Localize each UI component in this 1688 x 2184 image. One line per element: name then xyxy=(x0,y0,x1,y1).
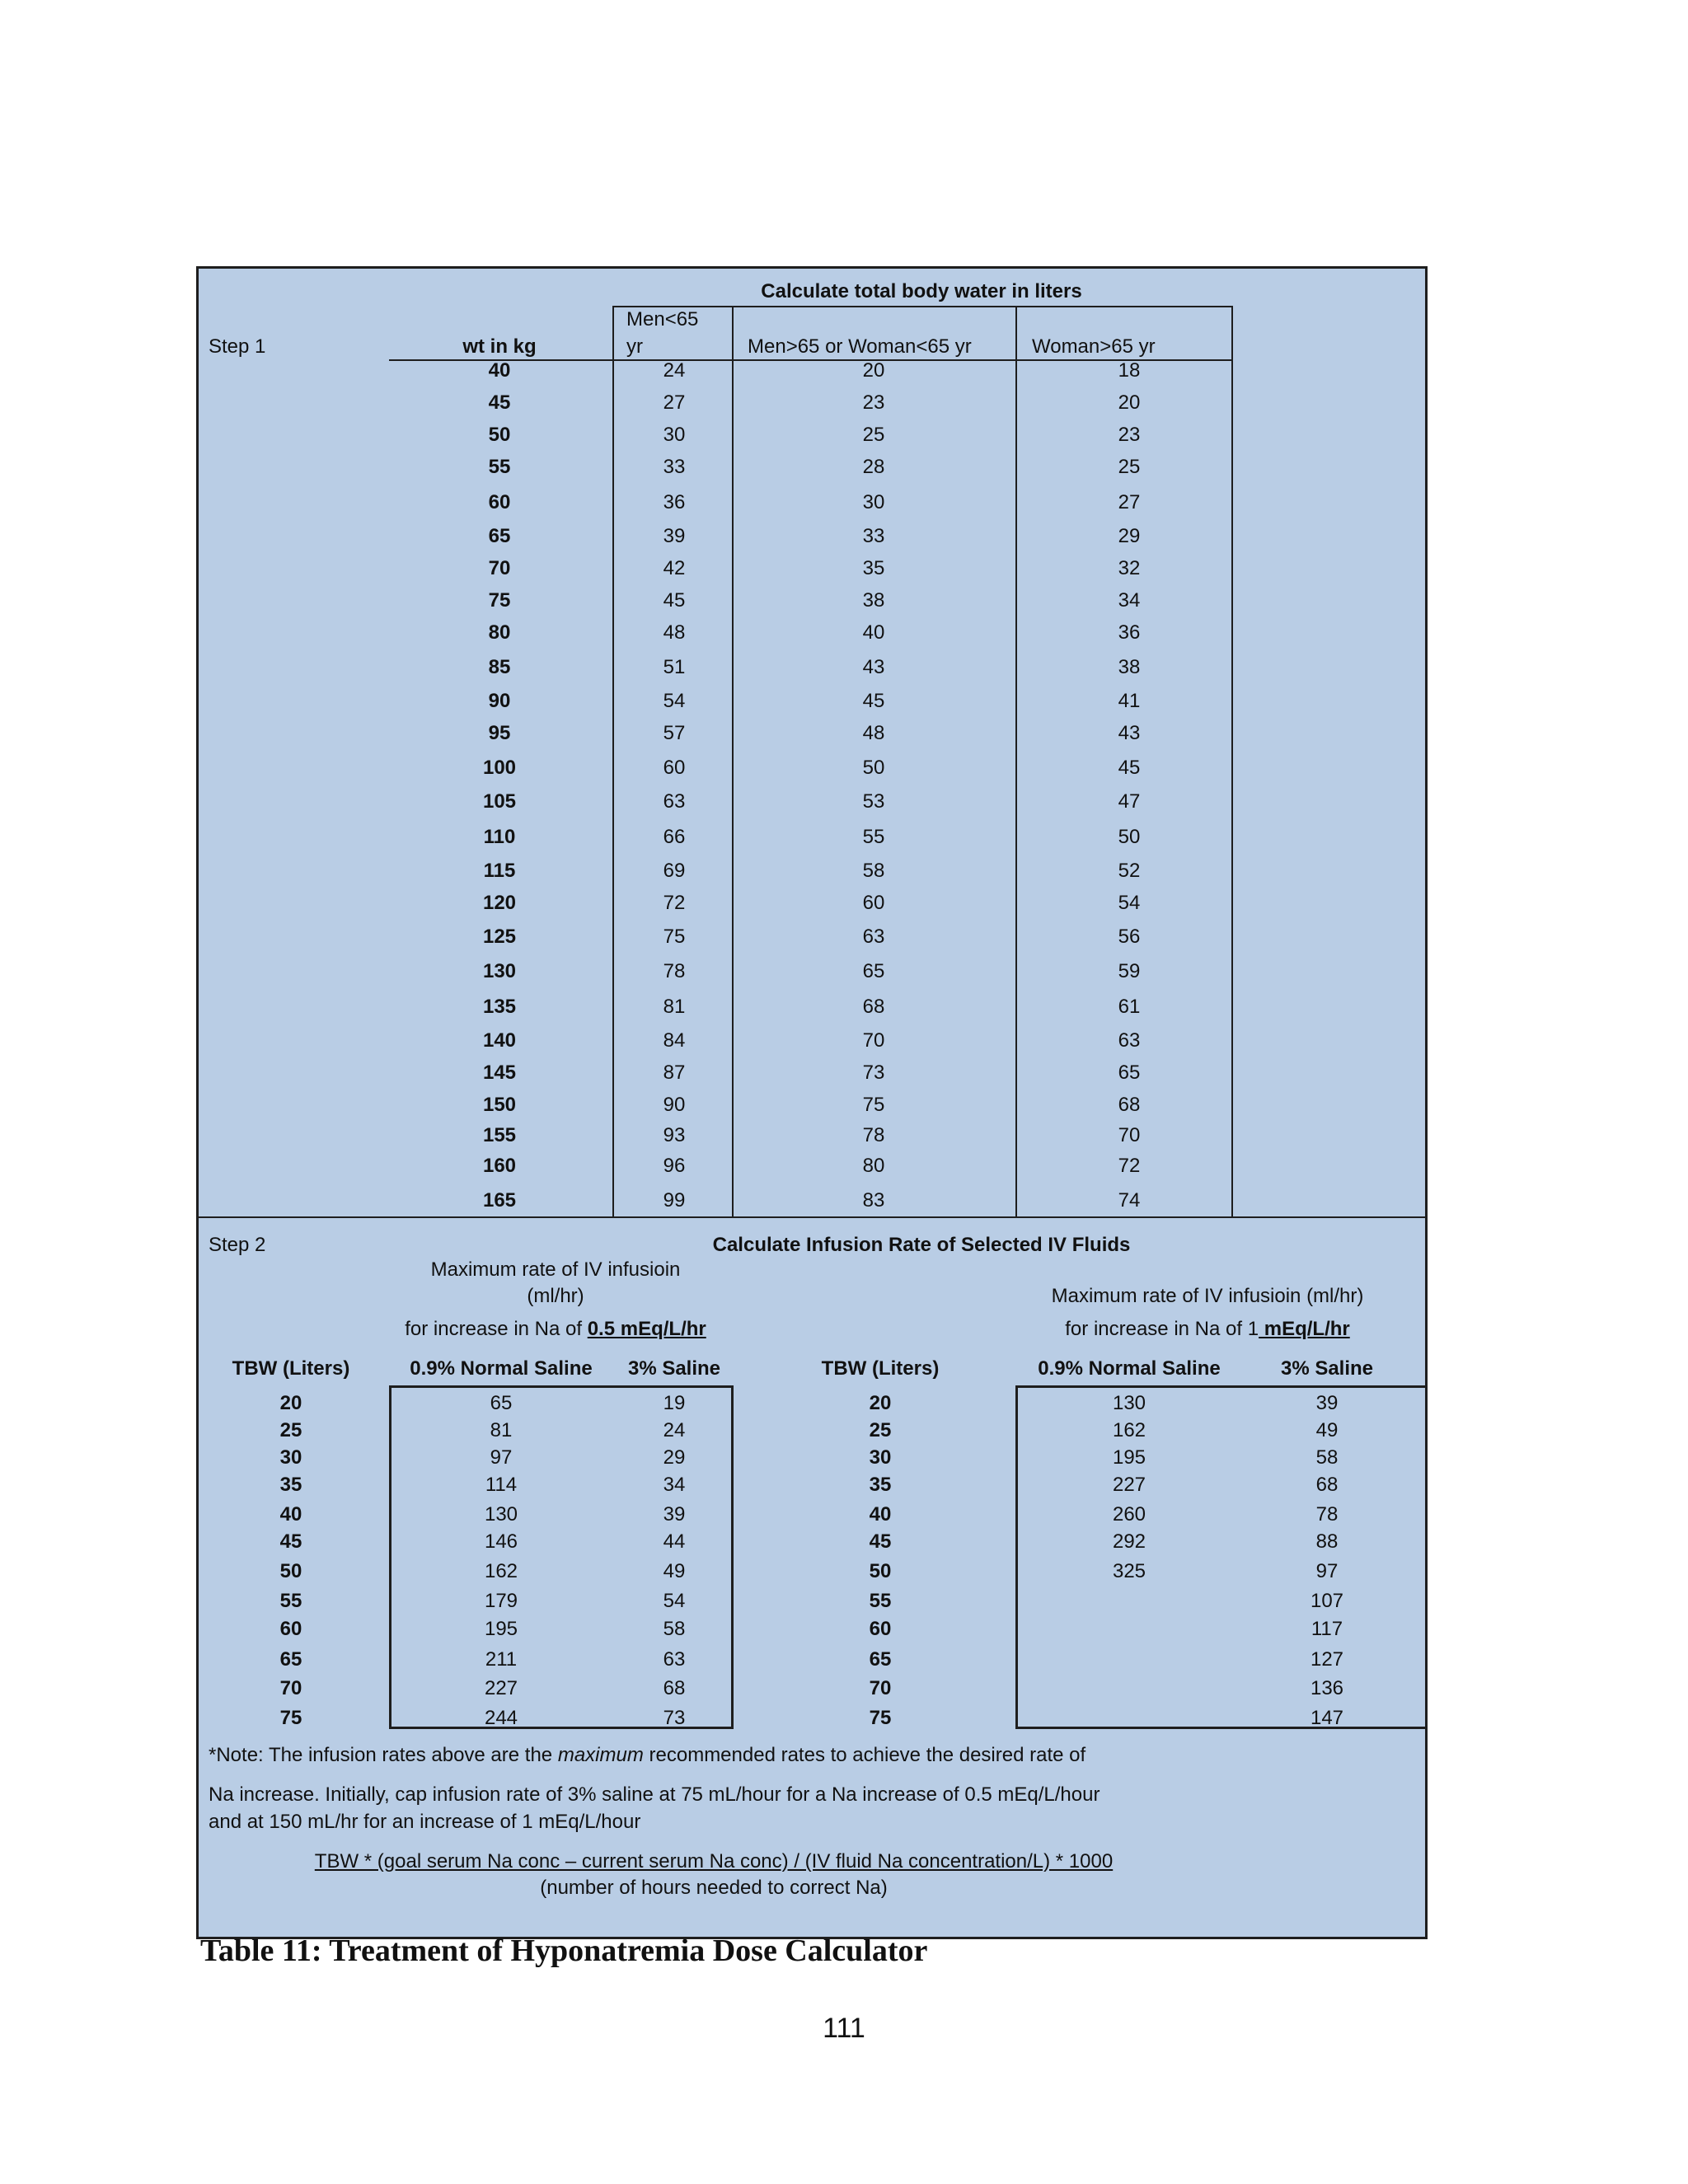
right-rate-cell-tbw: 20 xyxy=(869,1392,892,1414)
tbw-cell-women-gt65: 20 xyxy=(1118,391,1141,414)
tbw-cell-men-lt65: 39 xyxy=(663,525,686,547)
tbw-cell-men-lt65: 66 xyxy=(663,826,686,848)
left-max-rate-line3 xyxy=(405,1317,706,1342)
right-rate-cell-tbw: 40 xyxy=(869,1503,892,1526)
tbw-cell-wt-kg: 70 xyxy=(488,557,511,579)
formula-numerator-text: TBW * (goal serum Na conc – current serum Na conc) / (IV fluid Na concentration/L) * 1000 xyxy=(314,1850,1114,1872)
left-rate-cell-tbw: 75 xyxy=(279,1707,302,1729)
left-rate-cell-normal-saline: 211 xyxy=(485,1648,518,1671)
tbw-cell-women-gt65: 68 xyxy=(1118,1094,1141,1116)
right-rate-cell-normal-saline: 325 xyxy=(1112,1560,1146,1582)
step1-title: Calculate total body water in liters xyxy=(761,280,1082,302)
tbw-cell-wt-kg: 100 xyxy=(482,757,517,779)
tbw-cell-women-gt65: 61 xyxy=(1118,996,1141,1018)
right-col-3pct-saline: 3% Saline xyxy=(1280,1357,1374,1380)
header-wt-kg: wt in kg xyxy=(462,335,537,358)
left-rate-cell-normal-saline: 65 xyxy=(490,1392,513,1414)
right-rate-cell-3pct-saline: 58 xyxy=(1315,1446,1339,1469)
right-rate-cell-normal-saline: 292 xyxy=(1112,1530,1146,1553)
left-rate-cell-normal-saline: 244 xyxy=(484,1707,518,1729)
tbw-cell-wt-kg: 120 xyxy=(482,892,517,914)
right-rate-cell-tbw: 60 xyxy=(869,1618,892,1640)
tbw-cell-wt-kg: 165 xyxy=(482,1189,517,1212)
right-rate-cell-tbw: 45 xyxy=(869,1530,892,1553)
tbw-cell-wt-kg: 130 xyxy=(482,960,517,982)
tbw-cell-men-gt65-women-lt65: 60 xyxy=(862,892,885,914)
tbw-cell-men-gt65-women-lt65: 73 xyxy=(862,1062,885,1084)
tbw-cell-men-lt65: 54 xyxy=(663,690,686,712)
left-rate-cell-tbw: 35 xyxy=(279,1474,302,1496)
tbw-cell-wt-kg: 95 xyxy=(488,722,511,744)
tbw-cell-women-gt65: 18 xyxy=(1118,359,1141,382)
note-emphasis: maximum xyxy=(557,1744,644,1766)
right-rate-cell-normal-saline: 162 xyxy=(1112,1419,1146,1441)
left-rate-cell-tbw: 55 xyxy=(279,1590,302,1612)
header-men-lt65-line2: yr xyxy=(626,335,643,358)
left-col-normal-saline: 0.9% Normal Saline xyxy=(410,1357,593,1380)
tbw-cell-men-gt65-women-lt65: 45 xyxy=(862,690,885,712)
tbw-cell-men-gt65-women-lt65: 25 xyxy=(862,424,885,446)
tbw-cell-men-gt65-women-lt65: 30 xyxy=(862,491,885,513)
left-rate-cell-3pct-saline: 24 xyxy=(663,1419,686,1441)
right-rate-cell-tbw: 30 xyxy=(869,1446,892,1469)
right-rate-cell-3pct-saline: 127 xyxy=(1310,1648,1344,1671)
left-col-tbw: TBW (Liters) xyxy=(232,1357,350,1380)
right-rate-prefix: for increase in Na of 1 xyxy=(1065,1318,1259,1340)
tbw-cell-wt-kg: 140 xyxy=(482,1029,517,1052)
right-rate-cell-3pct-saline: 107 xyxy=(1310,1590,1344,1612)
tbw-cell-men-gt65-women-lt65: 68 xyxy=(862,996,885,1018)
left-rate-cell-tbw: 50 xyxy=(279,1560,302,1582)
left-rate-cell-normal-saline: 81 xyxy=(490,1419,513,1441)
right-rate-cell-3pct-saline: 136 xyxy=(1310,1677,1344,1699)
header-woman-gt65: Woman>65 yr xyxy=(1032,335,1156,358)
left-rate-cell-tbw: 60 xyxy=(279,1618,302,1640)
tbw-cell-men-lt65: 24 xyxy=(663,359,686,382)
right-rate-cell-3pct-saline: 97 xyxy=(1315,1560,1339,1582)
tbw-cell-women-gt65: 45 xyxy=(1118,757,1141,779)
left-rate-cell-3pct-saline: 29 xyxy=(663,1446,686,1469)
left-rate-cell-3pct-saline: 19 xyxy=(663,1392,686,1414)
left-rate-cell-3pct-saline: 34 xyxy=(663,1474,686,1496)
tbw-cell-men-lt65: 57 xyxy=(663,722,686,744)
tbw-cell-men-lt65: 48 xyxy=(663,621,686,644)
right-col-tbw: TBW (Liters) xyxy=(821,1357,940,1380)
tbw-cell-men-lt65: 45 xyxy=(663,589,686,612)
tbw-cell-wt-kg: 80 xyxy=(488,621,511,644)
tbw-cell-men-lt65: 75 xyxy=(663,926,686,948)
left-rate-cell-tbw: 65 xyxy=(279,1648,302,1671)
left-rate-cell-tbw: 20 xyxy=(279,1392,302,1414)
tbw-cell-wt-kg: 45 xyxy=(488,391,511,414)
left-rate-cell-tbw: 25 xyxy=(279,1419,302,1441)
formula-denominator: (number of hours needed to correct Na) xyxy=(540,1877,888,1899)
tbw-cell-men-gt65-women-lt65: 48 xyxy=(862,722,885,744)
tbw-cell-women-gt65: 25 xyxy=(1118,456,1141,478)
note-line2: Na increase. Initially, cap infusion rate of 3% saline at 75 mL/hour for a Na increase of 0.5 mEq/L/hour xyxy=(209,1783,1100,1806)
tbw-cell-wt-kg: 90 xyxy=(488,690,511,712)
step2-title: Calculate Infusion Rate of Selected IV Fluids xyxy=(712,1234,1131,1256)
tbw-cell-women-gt65: 56 xyxy=(1118,926,1141,948)
tbw-cell-men-gt65-women-lt65: 70 xyxy=(862,1029,885,1052)
right-max-rate-line2 xyxy=(1065,1317,1349,1342)
tbw-cell-men-gt65-women-lt65: 33 xyxy=(862,525,885,547)
tbw-cell-women-gt65: 38 xyxy=(1118,656,1141,678)
step1-col-divider-1 xyxy=(612,306,614,1217)
tbw-cell-men-lt65: 63 xyxy=(663,790,686,813)
tbw-cell-women-gt65: 47 xyxy=(1118,790,1141,813)
tbw-cell-wt-kg: 65 xyxy=(488,525,511,547)
tbw-cell-women-gt65: 72 xyxy=(1118,1155,1141,1177)
left-rate-cell-normal-saline: 146 xyxy=(484,1530,518,1553)
step1-col-divider-2 xyxy=(732,306,734,1217)
left-rate-cell-normal-saline: 179 xyxy=(484,1590,518,1612)
tbw-cell-wt-kg: 55 xyxy=(488,456,511,478)
tbw-cell-men-gt65-women-lt65: 83 xyxy=(862,1189,885,1212)
right-rate-cell-3pct-saline: 147 xyxy=(1310,1707,1344,1729)
right-rate-cell-3pct-saline: 78 xyxy=(1315,1503,1339,1526)
tbw-cell-men-gt65-women-lt65: 63 xyxy=(862,926,885,948)
note-line3: and at 150 mL/hr for an increase of 1 mEq/L/hour xyxy=(209,1811,641,1833)
right-rate-box xyxy=(1015,1385,1428,1729)
tbw-cell-men-lt65: 81 xyxy=(663,996,686,1018)
tbw-cell-women-gt65: 52 xyxy=(1118,860,1141,882)
tbw-cell-men-lt65: 27 xyxy=(663,391,686,414)
tbw-cell-men-gt65-women-lt65: 78 xyxy=(862,1124,885,1146)
tbw-cell-men-gt65-women-lt65: 50 xyxy=(862,757,885,779)
tbw-cell-men-lt65: 72 xyxy=(663,892,686,914)
tbw-cell-men-lt65: 84 xyxy=(663,1029,686,1052)
left-rate-cell-3pct-saline: 39 xyxy=(663,1503,686,1526)
tbw-cell-women-gt65: 63 xyxy=(1118,1029,1141,1052)
tbw-cell-men-gt65-women-lt65: 40 xyxy=(862,621,885,644)
tbw-cell-men-lt65: 93 xyxy=(663,1124,686,1146)
right-rate-cell-normal-saline: 227 xyxy=(1112,1474,1146,1496)
page-number: 111 xyxy=(823,2013,865,2044)
right-rate-cell-3pct-saline: 39 xyxy=(1315,1392,1339,1414)
left-rate-cell-normal-saline: 195 xyxy=(484,1618,518,1640)
tbw-cell-wt-kg: 85 xyxy=(488,656,511,678)
tbw-cell-women-gt65: 54 xyxy=(1118,892,1141,914)
tbw-cell-men-lt65: 42 xyxy=(663,557,686,579)
left-rate-cell-normal-saline: 227 xyxy=(484,1677,518,1699)
tbw-cell-men-lt65: 99 xyxy=(663,1189,686,1212)
left-rate-cell-tbw: 45 xyxy=(279,1530,302,1553)
tbw-cell-men-gt65-women-lt65: 38 xyxy=(862,589,885,612)
tbw-cell-women-gt65: 41 xyxy=(1118,690,1141,712)
tbw-cell-men-lt65: 96 xyxy=(663,1155,686,1177)
tbw-cell-men-gt65-women-lt65: 53 xyxy=(862,790,885,813)
tbw-cell-men-lt65: 30 xyxy=(663,424,686,446)
right-rate-cell-tbw: 75 xyxy=(869,1707,892,1729)
right-max-rate-line1: Maximum rate of IV infusioin (ml/hr) xyxy=(1051,1285,1364,1307)
tbw-cell-men-lt65: 33 xyxy=(663,456,686,478)
tbw-cell-men-lt65: 87 xyxy=(663,1062,686,1084)
tbw-cell-women-gt65: 36 xyxy=(1118,621,1141,644)
step1-col-divider-4 xyxy=(1231,306,1233,1217)
note-line1 xyxy=(209,1743,1085,1768)
tbw-cell-women-gt65: 34 xyxy=(1118,589,1141,612)
tbw-cell-wt-kg: 160 xyxy=(482,1155,517,1177)
right-rate-value: mEq/L/hr xyxy=(1259,1318,1350,1340)
left-rate-prefix: for increase in Na of xyxy=(405,1318,588,1340)
right-rate-cell-3pct-saline: 68 xyxy=(1315,1474,1339,1496)
tbw-cell-wt-kg: 155 xyxy=(482,1124,517,1146)
tbw-cell-men-gt65-women-lt65: 28 xyxy=(862,456,885,478)
left-rate-cell-3pct-saline: 68 xyxy=(663,1677,686,1699)
formula-numerator xyxy=(315,1849,1113,1874)
tbw-cell-women-gt65: 50 xyxy=(1118,826,1141,848)
tbw-cell-men-gt65-women-lt65: 20 xyxy=(862,359,885,382)
right-rate-cell-tbw: 65 xyxy=(869,1648,892,1671)
right-rate-cell-3pct-saline: 49 xyxy=(1315,1419,1339,1441)
tbw-cell-wt-kg: 150 xyxy=(482,1094,517,1116)
left-rate-cell-normal-saline: 130 xyxy=(484,1503,518,1526)
left-max-rate-line1: Maximum rate of IV infusioin xyxy=(430,1258,681,1281)
tbw-cell-men-lt65: 90 xyxy=(663,1094,686,1116)
left-rate-cell-normal-saline: 97 xyxy=(490,1446,513,1469)
tbw-cell-women-gt65: 70 xyxy=(1118,1124,1141,1146)
tbw-cell-men-gt65-women-lt65: 65 xyxy=(862,960,885,982)
left-rate-cell-3pct-saline: 49 xyxy=(663,1560,686,1582)
left-max-rate-line2: (ml/hr) xyxy=(527,1285,584,1307)
right-rate-cell-tbw: 70 xyxy=(869,1677,892,1699)
tbw-cell-women-gt65: 59 xyxy=(1118,960,1141,982)
tbw-cell-men-gt65-women-lt65: 55 xyxy=(862,826,885,848)
right-rate-cell-tbw: 35 xyxy=(869,1474,892,1496)
tbw-cell-wt-kg: 75 xyxy=(488,589,511,612)
step1-header-bottom-rule xyxy=(389,359,1233,361)
tbw-cell-women-gt65: 23 xyxy=(1118,424,1141,446)
tbw-cell-wt-kg: 60 xyxy=(488,491,511,513)
header-men-lt65-line1: Men<65 xyxy=(626,308,699,330)
left-rate-cell-3pct-saline: 73 xyxy=(663,1707,686,1729)
left-rate-cell-normal-saline: 162 xyxy=(484,1560,518,1582)
tbw-cell-wt-kg: 50 xyxy=(488,424,511,446)
tbw-cell-wt-kg: 105 xyxy=(482,790,517,813)
right-rate-cell-tbw: 50 xyxy=(869,1560,892,1582)
tbw-cell-women-gt65: 29 xyxy=(1118,525,1141,547)
tbw-cell-women-gt65: 74 xyxy=(1118,1189,1141,1212)
left-rate-cell-normal-saline: 114 xyxy=(485,1474,518,1496)
tbw-cell-men-lt65: 51 xyxy=(663,656,686,678)
left-rate-cell-tbw: 70 xyxy=(279,1677,302,1699)
tbw-cell-wt-kg: 110 xyxy=(483,826,516,848)
tbw-cell-women-gt65: 27 xyxy=(1118,491,1141,513)
note-prefix: *Note: The infusion rates above are the xyxy=(209,1744,558,1766)
tbw-cell-men-gt65-women-lt65: 23 xyxy=(862,391,885,414)
tbw-cell-men-gt65-women-lt65: 80 xyxy=(862,1155,885,1177)
header-men-gt65: Men>65 or Woman<65 yr xyxy=(748,335,972,358)
step1-col-divider-3 xyxy=(1015,306,1017,1217)
tbw-cell-men-gt65-women-lt65: 35 xyxy=(862,557,885,579)
left-rate-cell-3pct-saline: 63 xyxy=(663,1648,686,1671)
tbw-cell-wt-kg: 40 xyxy=(488,359,511,382)
left-rate-value: 0.5 mEq/L/hr xyxy=(587,1318,706,1340)
tbw-cell-women-gt65: 65 xyxy=(1118,1062,1141,1084)
tbw-cell-men-gt65-women-lt65: 75 xyxy=(862,1094,885,1116)
tbw-cell-women-gt65: 32 xyxy=(1118,557,1141,579)
tbw-cell-wt-kg: 125 xyxy=(482,926,517,948)
tbw-cell-men-lt65: 78 xyxy=(663,960,686,982)
right-rate-cell-tbw: 55 xyxy=(869,1590,892,1612)
left-rate-cell-3pct-saline: 44 xyxy=(663,1530,686,1553)
tbw-cell-men-gt65-women-lt65: 43 xyxy=(862,656,885,678)
tbw-cell-men-lt65: 60 xyxy=(663,757,686,779)
tbw-cell-women-gt65: 43 xyxy=(1118,722,1141,744)
note-suffix: recommended rates to achieve the desired rate of xyxy=(643,1744,1086,1766)
tbw-cell-wt-kg: 115 xyxy=(483,860,516,882)
right-rate-cell-tbw: 25 xyxy=(869,1419,892,1441)
tbw-cell-men-lt65: 69 xyxy=(663,860,686,882)
tbw-cell-men-gt65-women-lt65: 58 xyxy=(862,860,885,882)
left-rate-cell-tbw: 40 xyxy=(279,1503,302,1526)
tbw-cell-wt-kg: 145 xyxy=(482,1062,517,1084)
right-rate-cell-3pct-saline: 117 xyxy=(1311,1618,1343,1640)
right-rate-cell-3pct-saline: 88 xyxy=(1315,1530,1339,1553)
step1-header-top-rule xyxy=(612,306,1233,307)
table-caption: Table 11: Treatment of Hyponatremia Dose Calculator xyxy=(200,1933,928,1968)
step2-label: Step 2 xyxy=(209,1234,266,1256)
step1-label: Step 1 xyxy=(209,335,266,358)
tbw-cell-men-lt65: 36 xyxy=(663,491,686,513)
right-rate-cell-normal-saline: 130 xyxy=(1112,1392,1146,1414)
tbw-cell-wt-kg: 135 xyxy=(482,996,517,1018)
left-col-3pct-saline: 3% Saline xyxy=(627,1357,721,1380)
left-rate-cell-3pct-saline: 54 xyxy=(663,1590,686,1612)
left-rate-cell-3pct-saline: 58 xyxy=(663,1618,686,1640)
right-rate-cell-normal-saline: 260 xyxy=(1112,1503,1146,1526)
right-col-normal-saline: 0.9% Normal Saline xyxy=(1038,1357,1221,1380)
right-rate-cell-normal-saline: 195 xyxy=(1112,1446,1146,1469)
step-separator xyxy=(196,1216,1428,1218)
left-rate-cell-tbw: 30 xyxy=(279,1446,302,1469)
